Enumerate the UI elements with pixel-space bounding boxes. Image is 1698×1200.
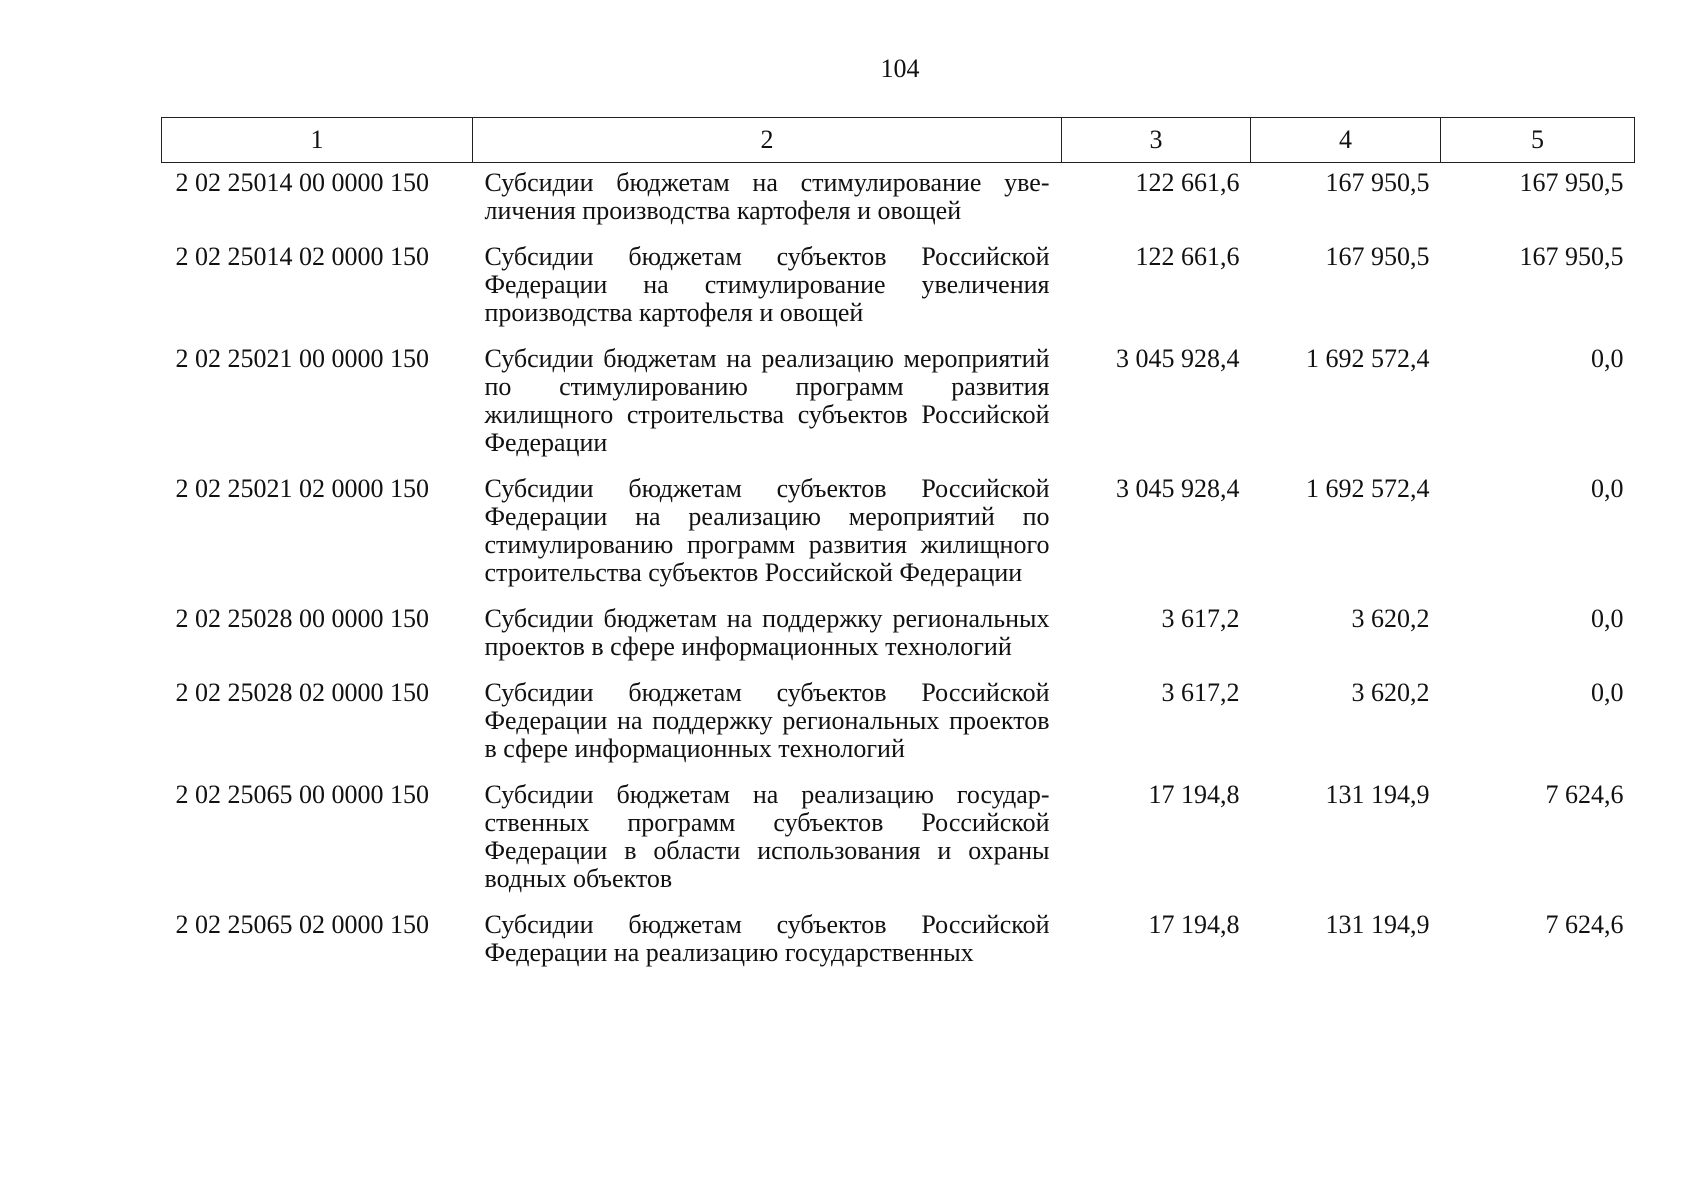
- page-number: 104: [880, 54, 920, 83]
- row-value-col4: 1 692 572,4: [1306, 344, 1430, 373]
- row-value-col3: 3 045 928,4: [1116, 474, 1240, 503]
- row-description: Субсидии бюджетам субъектов Российской Федерации на реализацию мероприятий по стимулированию программ развития жилищного строительства субъектов Российской Федерации: [484, 474, 1050, 587]
- header-cell-2: 2: [473, 118, 1062, 163]
- row-code: 2 02 25065 02 0000 150: [175, 910, 429, 939]
- row-value-col5: 0,0: [1591, 678, 1624, 707]
- row-value-col5: 0,0: [1591, 604, 1624, 633]
- table-row: [162, 163, 1635, 240]
- row-code: 2 02 25014 02 0000 150: [175, 242, 429, 271]
- row-description: Субсидии бюджетам субъектов Российской Федерации на поддержку региональных проектов в сфере информационных технологий: [484, 678, 1050, 763]
- table-row: [162, 471, 1635, 601]
- row-value-col3: 17 194,8: [1148, 910, 1240, 939]
- row-value-col4: 3 620,2: [1351, 604, 1430, 633]
- row-code: 2 02 25021 00 0000 150: [175, 344, 429, 373]
- table-row: [162, 239, 1635, 341]
- row-value-col4: 131 194,9: [1325, 780, 1430, 809]
- row-description: Субсидии бюджетам на реализацию государственных программ субъектов Российской Федерации в области использования и охраны водных объектов: [484, 780, 1050, 893]
- table-row: [162, 777, 1635, 907]
- row-value-col4: 131 194,9: [1325, 910, 1430, 939]
- row-description: Субсидии бюджетам на реализацию мероприятий по стимулированию программ развития жилищного строительства субъектов Российской Федерации: [484, 344, 1050, 457]
- table-row: [162, 675, 1635, 777]
- row-value-col3: 122 661,6: [1135, 168, 1240, 197]
- row-value-col3: 3 045 928,4: [1116, 344, 1240, 373]
- table-row: [162, 341, 1635, 471]
- row-code: 2 02 25014 00 0000 150: [175, 168, 429, 197]
- header-cell-5: 5: [1441, 118, 1635, 163]
- row-value-col5: 167 950,5: [1519, 242, 1624, 271]
- row-code: 2 02 25065 00 0000 150: [175, 780, 429, 809]
- row-value-col5: 7 624,6: [1545, 780, 1624, 809]
- row-description: Субсидии бюджетам субъектов Российской Федерации на реализацию государственных: [484, 910, 1050, 967]
- row-value-col5: 7 624,6: [1545, 910, 1624, 939]
- row-value-col3: 17 194,8: [1148, 780, 1240, 809]
- header-cell-3: 3: [1062, 118, 1251, 163]
- row-value-col5: 0,0: [1591, 474, 1624, 503]
- row-value-col4: 1 692 572,4: [1306, 474, 1430, 503]
- row-value-col4: 3 620,2: [1351, 678, 1430, 707]
- row-value-col4: 167 950,5: [1325, 242, 1430, 271]
- row-code: 2 02 25028 00 0000 150: [175, 604, 429, 633]
- row-value-col3: 122 661,6: [1135, 242, 1240, 271]
- row-value-col3: 3 617,2: [1161, 604, 1240, 633]
- row-description: Субсидии бюджетам субъектов Российской Федерации на стимулирование увеличения производства картофеля и овощей: [484, 242, 1050, 327]
- table-header: [162, 118, 1635, 163]
- row-value-col5: 0,0: [1591, 344, 1624, 373]
- row-description: Субсидии бюджетам на стимулирование увеличения производства картофеля и овощей: [484, 168, 1050, 225]
- row-code: 2 02 25028 02 0000 150: [175, 678, 429, 707]
- table-row: [162, 907, 1635, 981]
- header-cell-1: 1: [162, 118, 473, 163]
- row-value-col4: 167 950,5: [1325, 168, 1430, 197]
- budget-table: [161, 117, 1635, 981]
- header-row: [162, 118, 1635, 163]
- row-value-col3: 3 617,2: [1161, 678, 1240, 707]
- row-value-col5: 167 950,5: [1519, 168, 1624, 197]
- header-cell-4: 4: [1251, 118, 1441, 163]
- row-code: 2 02 25021 02 0000 150: [175, 474, 429, 503]
- table-body: [162, 163, 1635, 982]
- table-row: [162, 601, 1635, 675]
- row-description: Субсидии бюджетам на поддержку региональных проектов в сфере информационных технологий: [484, 604, 1050, 661]
